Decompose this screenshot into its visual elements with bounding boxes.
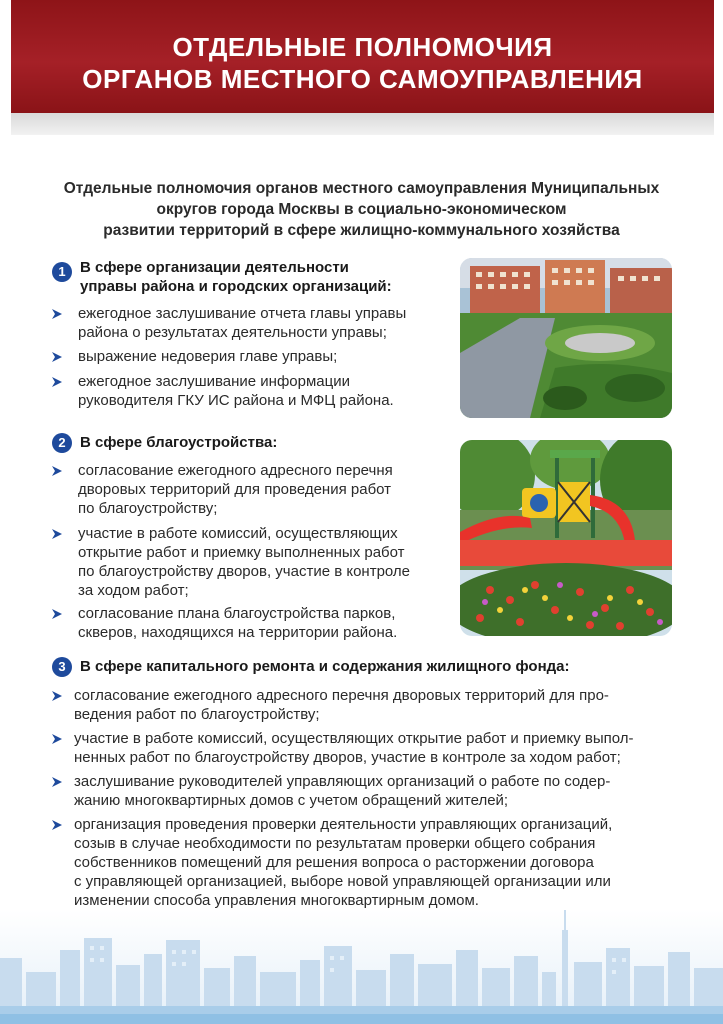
intro-line-2: округов города Москвы в социально-экономическом [156, 201, 567, 218]
section-1-number-badge: 1 [52, 262, 72, 282]
bullet-line: ненных работ по благоустройству дворов, участие в контроле за ходом работ; [74, 749, 621, 766]
bullet-line: с управляющей организацией, выборе новой управляющей организации или [74, 873, 611, 890]
bullet-line: по благоустройству; [78, 500, 218, 517]
section-2-title [80, 433, 277, 452]
intro-text [30, 178, 693, 241]
playground-photo [460, 440, 672, 636]
page-title-line-1: ОТДЕЛЬНЫЕ ПОЛНОМОЧИЯ [172, 32, 553, 62]
section-2-bullet-3 [78, 604, 397, 642]
section-3-bullet-3 [74, 772, 610, 810]
section-3-title [80, 657, 570, 676]
bullet-arrow-icon [52, 734, 62, 744]
courtyard-photo [460, 258, 672, 418]
section-3-title-line-1: В сфере капитального ремонта и содержания жилищного фонда: [80, 658, 570, 675]
bullet-arrow-icon [52, 309, 62, 319]
bullet-line: заслушивание руководителей управляющих организаций о работе по содер- [74, 773, 611, 790]
section-1-title [80, 258, 392, 296]
header-divider [11, 113, 714, 135]
bullet-line: согласование ежегодного адресного перечня [78, 462, 393, 479]
section-3-bullet-1 [74, 686, 609, 724]
bullet-line: собственников помещений для решения вопроса о расторжении договора [74, 854, 594, 871]
bullet-line: согласование плана благоустройства парков, [78, 605, 396, 622]
bullet-line: открытие работ и приемку выполненных работ [78, 544, 405, 561]
bullet-line: созыв в случае необходимости по результатам проверки общего собрания [74, 835, 596, 852]
intro-line-1: Отдельные полномочия органов местного самоуправления Муниципальных [63, 180, 660, 197]
bullet-arrow-icon [52, 777, 62, 787]
bullet-line: согласование ежегодного адресного перечня дворовых территорий для про- [74, 687, 609, 704]
section-1-bullet-2 [78, 347, 337, 366]
bullet-line: района о результатах деятельности управы; [78, 324, 387, 341]
bullet-line: жанию многоквартирных домов с учетом обращений жителей; [74, 792, 509, 809]
bullet-line: ежегодное заслушивание отчета главы управы [78, 305, 407, 322]
bullet-line: участие в работе комиссий, осуществляющих открытие работ и приемку выпол- [74, 730, 634, 747]
bullet-line: изменении способа управления многоквартирным домом. [74, 892, 479, 909]
bullet-line: по благоустройству дворов, участие в контроле [78, 563, 411, 580]
section-3-number-badge: 3 [52, 657, 72, 677]
bullet-line: организация проведения проверки деятельности управляющих организаций, [74, 816, 613, 833]
section-2-number-badge: 2 [52, 433, 72, 453]
bullet-arrow-icon [52, 377, 62, 387]
section-1-bullet-3 [78, 372, 394, 410]
bullet-line: ведения работ по благоустройству; [74, 706, 320, 723]
section-2-title-line-1: В сфере благоустройства: [80, 434, 278, 451]
section-1-bullet-1 [78, 304, 406, 342]
bullet-arrow-icon [52, 529, 62, 539]
bullet-line: выражение недоверия главе управы; [78, 348, 338, 365]
bullet-line: за ходом работ; [78, 582, 189, 599]
intro-line-3: развитии территорий в сфере жилищно-коммунального хозяйства [103, 222, 620, 239]
bullet-line: дворовых территорий для проведения работ [78, 481, 392, 498]
bullet-arrow-icon [52, 466, 62, 476]
bullet-line: скверов, находящихся на территории района. [78, 624, 398, 641]
bullet-line: руководителя ГКУ ИС района и МФЦ района. [78, 392, 394, 409]
bullet-arrow-icon [52, 691, 62, 701]
bullet-arrow-icon [52, 352, 62, 362]
bullet-line: ежегодное заслушивание информации [78, 373, 350, 390]
section-3-bullet-4 [74, 815, 612, 910]
section-1-title-line-2: управы района и городских организаций: [80, 278, 392, 295]
city-skyline-decoration [0, 910, 723, 1024]
bullet-line: участие в работе комиссий, осуществляющих [78, 525, 398, 542]
bullet-arrow-icon [52, 609, 62, 619]
section-3-bullet-2 [74, 729, 634, 767]
page-title [11, 31, 714, 95]
section-1-title-line-1: В сфере организации деятельности [80, 259, 349, 276]
section-2-bullet-2 [78, 524, 410, 600]
bullet-arrow-icon [52, 820, 62, 830]
page-title-line-2: ОРГАНОВ МЕСТНОГО САМОУПРАВЛЕНИЯ [82, 64, 643, 94]
section-2-bullet-1 [78, 461, 393, 518]
